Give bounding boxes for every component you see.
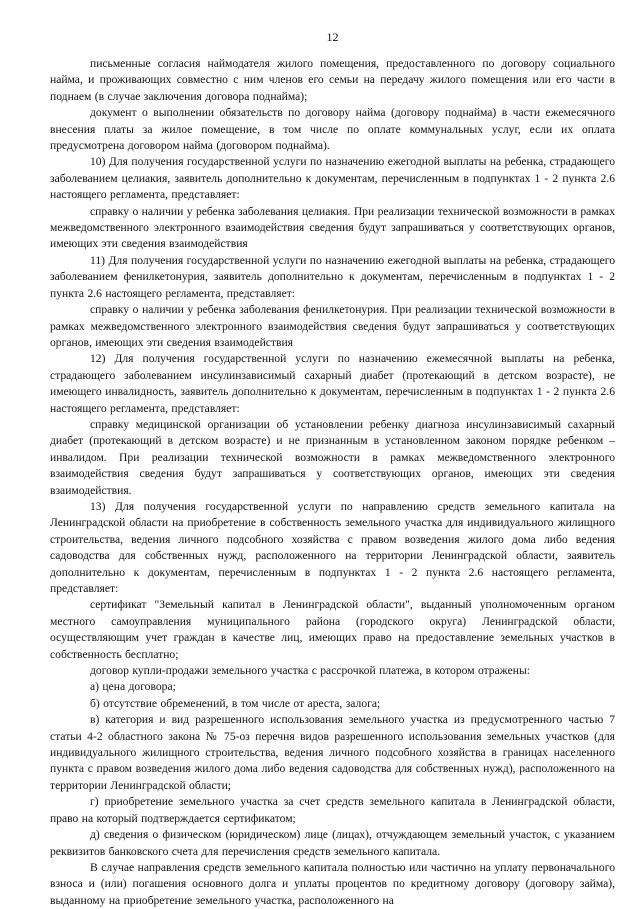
paragraph: г) приобретение земельного участка за счет средств земельного капитала в Ленинградской области, право на который подтверждается сертификатом; — [50, 795, 615, 825]
paragraph: письменные согласия наймодателя жилого помещения, предоставленного по договору социального найма, и проживающих совместно с ним членов его семьи на передачу жилого помещения или его части в поднаем (в случае заключения договора поднайма); — [50, 57, 615, 103]
paragraph: сертификат "Земельный капитал в Ленинградской области", выданный уполномоченным органом местного самоуправления муниципального района (городского округа) Ленинградской области, осуществляющим учет граждан в качестве лиц, имеющих право на предоставление земельных участков в собственность бесплатно; — [50, 598, 615, 661]
paragraph: в) категория и вид разрешенного использования земельного участка из предусмотренного частью 7 статьи 4-2 областного закона № 75-оз перечня видов разрешенного использования земельных участков (для индивидуального жилищного строительства, ведения личного подсобного хозяйства в границах населенного пункта с правом возведения жилого дома либо ведения садоводства для собственных нужд), расположенного на территории Ленинградской области; — [50, 713, 615, 792]
paragraph: справку медицинской организации об установлении ребенку диагноза инсулинзависимый сахарный диабет (протекающий в детском возрасте) и не признанным в установленном законом порядке ребенком – инвалидом. При реализации технической возможности в рамках межведомственного электронного взаимодействия сведения будут запрашиваться у соответствующих органов, имеющих эти сведения взаимодействия. — [50, 417, 615, 497]
paragraph: договор купли-продажи земельного участка с рассрочкой платежа, в котором отражены: — [90, 664, 530, 678]
paragraph: В случае направления средств земельного капитала полностью или частично на уплату первоначального взноса и (или) погашения основного долга и уплаты процентов по кредитному договору (договору займа), выданному на приобретение земельного участка, расположенного на — [50, 860, 615, 907]
paragraph: 13) Для получения государственной услуги по направлению средств земельного капитала на Ленинградской области на приобретение в собственность земельного участка для индивидуального жилищного строительства, ведения личного подсобного хозяйства с правом возведения жилого дома либо ведения садоводства для собственных нужд, расположенного на территории Ленинградской области, заявитель дополнительно к документам, перечисленным в подпунктах 1 - 2 пункта 2.6 настоящего регламента, представляет: — [50, 499, 615, 595]
paragraph: а) цена договора; — [90, 680, 176, 694]
paragraph: д) сведения о физическом (юридическом) лице (лицах), отчуждающем земельный участок, с указанием реквизитов банковского счета для перечисления средств земельного капитала. — [50, 828, 615, 858]
paragraph: 10) Для получения государственной услуги по назначению ежегодной выплаты на ребенка, страдающего заболеванием целиакия, заявитель дополнительно к документам, перечисленным в подпунктах 1 - 2 пункта 2.6 настоящего регламента, представляет: — [50, 155, 615, 202]
paragraph: справку о наличии у ребенка заболевания фенилкетонурия. При реализации технической возможности в рамках межведомственного электронного взаимодействия сведения будут запрашиваться у соответствующих органов, имеющих эти сведения взаимодействия — [50, 303, 615, 349]
paragraph: 11) Для получения государственной услуги по назначению ежегодной выплаты на ребенка, страдающего заболеванием фенилкетонурия, заявитель дополнительно к документам, перечисленным в подпунктах 1 - 2 пункта 2.6 настоящего регламента, представляет: — [50, 253, 615, 300]
document-body — [50, 56, 615, 909]
paragraph: справку о наличии у ребенка заболевания целиакия. При реализации технической возможности в рамках межведомственного электронного взаимодействия сведения будут запрашиваться у соответствующих органов, имеющих эти сведения взаимодействия — [50, 204, 615, 251]
page-number: 12 — [326, 30, 339, 44]
paragraph: 12) Для получения государственной услуги по назначению ежемесячной выплаты на ребенка, страдающего заболеванием инсулинзависимый сахарный диабет (протекающий в детском возрасте), не имеющего инвалидность, заявитель дополнительно к документам, перечисленным в подпунктах 1 - 2 пункта 2.6 настоящего регламента, представляет: — [50, 352, 615, 415]
paragraph: б) отсутствие обременений, в том числе от ареста, залога; — [90, 696, 381, 710]
paragraph: документ о выполнении обязательств по договору найма (договору поднайма) в части ежемесячного внесения платы за жилое помещение, в том числе по оплате коммунальных услуг, если их оплата предусмотрена договором найма (договором поднайма). — [50, 106, 615, 153]
